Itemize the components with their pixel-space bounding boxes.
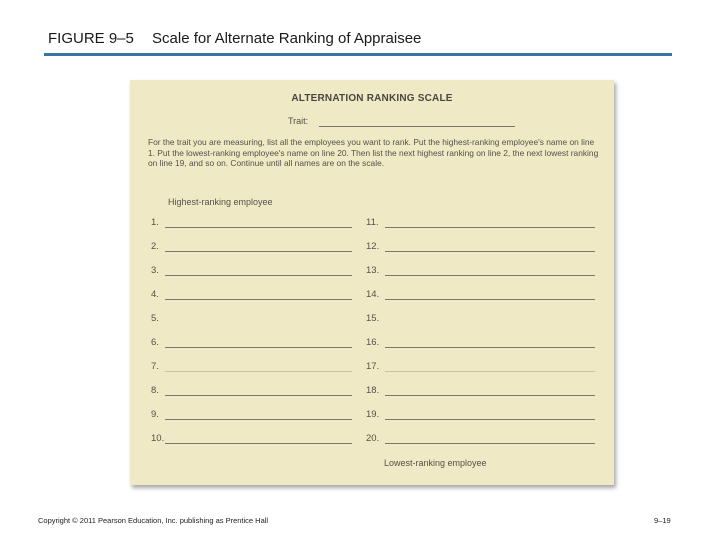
ranking-line-5 — [151, 313, 391, 327]
name-blank-line — [165, 227, 352, 228]
rank-number: 9. — [151, 409, 159, 420]
ranking-line-12 — [366, 241, 606, 255]
ranking-line-4 — [151, 289, 391, 303]
rank-number: 5. — [151, 313, 159, 324]
rank-number: 6. — [151, 337, 159, 348]
rank-number: 13. — [366, 265, 380, 276]
rank-number: 16. — [366, 337, 380, 348]
rank-number: 1. — [151, 217, 159, 228]
ranking-line-19 — [366, 409, 606, 423]
figure-header — [48, 30, 421, 47]
name-blank-line — [385, 443, 595, 444]
ranking-line-6 — [151, 337, 391, 351]
name-blank-line — [385, 371, 595, 372]
header-rule — [44, 53, 672, 56]
figure-number: FIGURE 9–5 — [48, 30, 134, 47]
name-blank-line — [165, 251, 352, 252]
ranking-line-18 — [366, 385, 606, 399]
lowest-ranking-label: Lowest-ranking employee — [384, 458, 487, 468]
name-blank-line — [165, 275, 352, 276]
ranking-line-15 — [366, 313, 606, 327]
rank-number: 19. — [366, 409, 380, 420]
rank-number: 18. — [366, 385, 380, 396]
figure-title: Scale for Alternate Ranking of Appraisee — [152, 30, 422, 47]
trait-blank-line — [319, 126, 515, 127]
name-blank-line — [385, 251, 595, 252]
ranking-scale-form — [130, 80, 614, 485]
rank-number: 17. — [366, 361, 380, 372]
name-blank-line — [385, 347, 595, 348]
ranking-line-10 — [151, 433, 391, 447]
highest-ranking-label: Highest-ranking employee — [168, 197, 273, 207]
name-blank-line — [385, 275, 595, 276]
ranking-line-9 — [151, 409, 391, 423]
ranking-line-20 — [366, 433, 606, 447]
rank-number: 10. — [151, 433, 165, 444]
rank-number: 3. — [151, 265, 159, 276]
rank-number: 14. — [366, 289, 380, 300]
trait-label: Trait: — [288, 116, 309, 126]
ranking-line-13 — [366, 265, 606, 279]
rank-number: 7. — [151, 361, 159, 372]
rank-number: 15. — [366, 313, 380, 324]
ranking-line-7 — [151, 361, 391, 375]
ranking-line-17 — [366, 361, 606, 375]
scale-title: ALTERNATION RANKING SCALE — [291, 93, 453, 104]
rank-number: 8. — [151, 385, 159, 396]
rank-number: 11. — [366, 217, 379, 228]
rank-number: 4. — [151, 289, 159, 300]
page-number: 9–19 — [654, 516, 671, 525]
name-blank-line — [165, 419, 352, 420]
name-blank-line — [165, 395, 352, 396]
ranking-line-2 — [151, 241, 391, 255]
name-blank-line — [165, 347, 352, 348]
name-blank-line — [385, 299, 595, 300]
name-blank-line — [165, 299, 352, 300]
ranking-line-14 — [366, 289, 606, 303]
ranking-line-8 — [151, 385, 391, 399]
ranking-line-3 — [151, 265, 391, 279]
name-blank-line — [385, 395, 595, 396]
rank-number: 2. — [151, 241, 159, 252]
ranking-line-11 — [366, 217, 606, 231]
rank-number: 12. — [366, 241, 380, 252]
ranking-line-1 — [151, 217, 391, 231]
name-blank-line — [165, 371, 352, 372]
name-blank-line — [165, 443, 352, 444]
name-blank-line — [385, 227, 595, 228]
scale-instructions: For the trait you are measuring, list all the employees you want to rank. Put the highest-ranking employee's name on line 1. Put the lowest-ranking employee's name on line 20. Then list the next highest ranking on line 2, the next lowest ranking on line 19, and so on. Continue until all names are on the scale. — [148, 137, 599, 169]
name-blank-line — [385, 419, 595, 420]
ranking-line-16 — [366, 337, 606, 351]
copyright-notice: Copyright © 2011 Pearson Education, Inc. publishing as Prentice Hall — [38, 516, 269, 525]
rank-number: 20. — [366, 433, 380, 444]
